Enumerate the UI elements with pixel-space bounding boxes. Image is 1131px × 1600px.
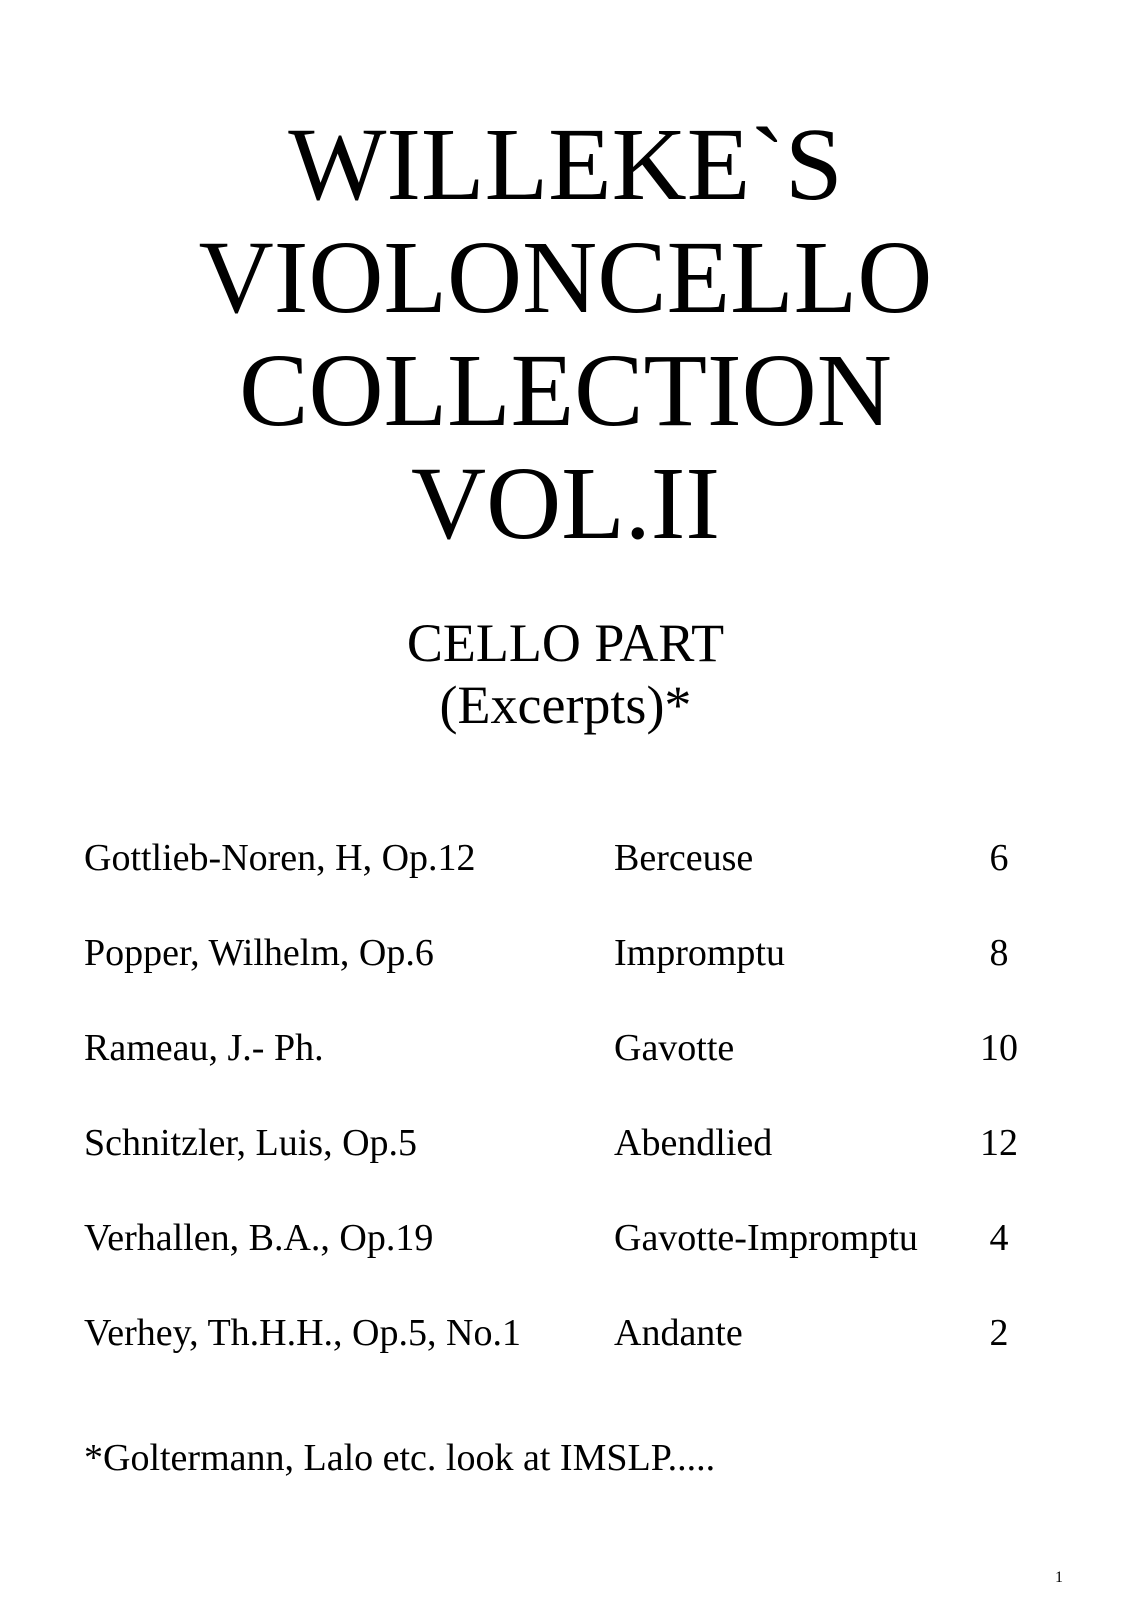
page-number: 1 xyxy=(1055,1569,1063,1586)
composer-name: Popper, Wilhelm, Op.6 xyxy=(84,932,434,974)
composer-name: Verhey, Th.H.H., Op.5, No.1 xyxy=(84,1312,521,1354)
title-line: COLLECTION xyxy=(239,333,892,448)
contents-row xyxy=(84,925,1044,1020)
title-block xyxy=(0,108,1131,560)
contents-row xyxy=(84,1115,1044,1210)
title-line: WILLEKE`S xyxy=(288,107,843,222)
contents-row xyxy=(84,830,1044,925)
page-reference: 4 xyxy=(989,1217,1009,1259)
subtitle-block xyxy=(0,612,1131,736)
piece-title: Gavotte xyxy=(614,1027,735,1069)
piece-title: Gavotte-Impromptu xyxy=(614,1217,918,1259)
footnote: *Goltermann, Lalo etc. look at IMSLP..... xyxy=(84,1437,716,1479)
composer-name: Schnitzler, Luis, Op.5 xyxy=(84,1122,418,1164)
page-reference: 10 xyxy=(980,1027,1018,1069)
page-reference: 8 xyxy=(989,932,1009,974)
title-line: VOL.II xyxy=(410,446,720,561)
page-reference: 6 xyxy=(989,837,1009,879)
piece-title: Impromptu xyxy=(614,932,785,974)
piece-title: Berceuse xyxy=(614,837,754,879)
contents-row xyxy=(84,1020,1044,1115)
page-reference: 2 xyxy=(989,1312,1009,1354)
contents-list xyxy=(84,830,1044,1400)
contents-row xyxy=(84,1210,1044,1305)
composer-name: Verhallen, B.A., Op.19 xyxy=(84,1217,434,1259)
piece-title: Andante xyxy=(614,1312,743,1354)
title-line: VIOLONCELLO xyxy=(198,220,933,335)
subtitle-line: CELLO PART xyxy=(406,613,725,673)
composer-name: Rameau, J.- Ph. xyxy=(84,1027,324,1069)
composer-name: Gottlieb-Noren, H, Op.12 xyxy=(84,837,476,879)
subtitle-line: (Excerpts)* xyxy=(439,675,692,735)
piece-title: Abendlied xyxy=(614,1122,773,1164)
contents-row xyxy=(84,1305,1044,1400)
page-reference: 12 xyxy=(980,1122,1018,1164)
